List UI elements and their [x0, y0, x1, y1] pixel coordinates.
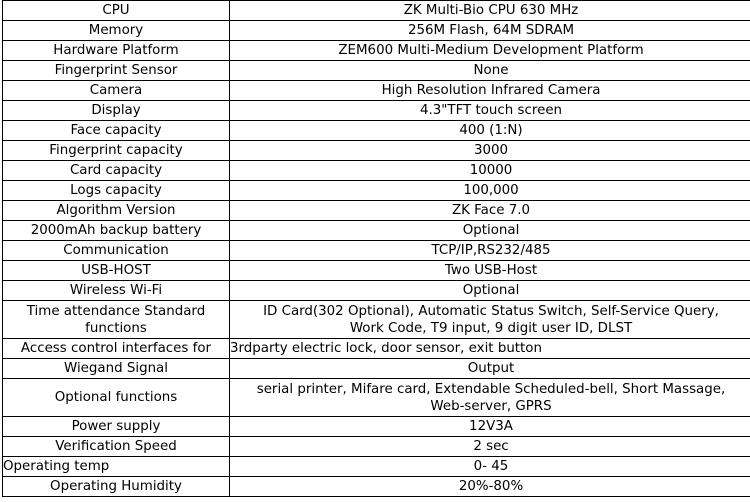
table-row: [3, 457, 750, 477]
spec-label-cpu: CPU: [3, 1, 230, 21]
table-row: [3, 61, 750, 81]
table-row: [3, 339, 750, 359]
spec-label-fingerprint-sensor: Fingerprint Sensor: [3, 61, 230, 81]
table-row: [3, 281, 750, 301]
spec-label-time-attendance: [3, 301, 230, 339]
table-row: [3, 379, 750, 417]
spec-label-algorithm-version: Algorithm Version: [3, 201, 230, 221]
table-row: [3, 81, 750, 101]
spec-value-backup-battery: Optional: [230, 221, 750, 241]
value-line: serial printer, Mifare card, Extendable Scheduled-bell, Short Massage,: [256, 381, 726, 397]
table-row: [3, 141, 750, 161]
spec-value-hardware-platform: ZEM600 Multi-Medium Development Platform: [230, 41, 750, 61]
value-line: ID Card(302 Optional), Automatic Status Switch, Self-Service Query,: [263, 303, 719, 319]
spec-value-usb-host: Two USB-Host: [230, 261, 750, 281]
spec-value-operating-temp: 0- 45: [230, 457, 750, 477]
table-row: [3, 437, 750, 457]
table-row: [3, 221, 750, 241]
spec-label-camera: Camera: [3, 81, 230, 101]
table-row: [3, 241, 750, 261]
spec-label-usb-host: USB-HOST: [3, 261, 230, 281]
table-row: [3, 477, 750, 497]
spec-label-wiegand-signal: Wiegand Signal: [3, 359, 230, 379]
table-row: [3, 261, 750, 281]
table-row: [3, 1, 750, 21]
spec-label-operating-humidity: Operating Humidity: [3, 477, 230, 497]
spec-value-operating-humidity: 20%-80%: [230, 477, 750, 497]
spec-label-face-capacity: Face capacity: [3, 121, 230, 141]
table-row: [3, 201, 750, 221]
table-row: [3, 41, 750, 61]
spec-value-optional-functions: [230, 379, 750, 417]
spec-value-access-control: 3rdparty electric lock, door sensor, exit button: [230, 339, 750, 359]
spec-value-logs-capacity: 100,000: [230, 181, 750, 201]
spec-label-memory: Memory: [3, 21, 230, 41]
spec-value-time-attendance: [230, 301, 750, 339]
label-line: Time attendance Standard: [26, 303, 206, 319]
spec-label-hardware-platform: Hardware Platform: [3, 41, 230, 61]
spec-value-wireless-wifi: Optional: [230, 281, 750, 301]
value-line: Work Code, T9 input, 9 digit user ID, DLST: [349, 320, 633, 336]
table-row: [3, 161, 750, 181]
spec-value-cpu: ZK Multi-Bio CPU 630 MHz: [230, 1, 750, 21]
spec-label-communication: Communication: [3, 241, 230, 261]
spec-value-display: 4.3"TFT touch screen: [230, 101, 750, 121]
spec-label-power-supply: Power supply: [3, 417, 230, 437]
table-row: [3, 301, 750, 339]
spec-label-fingerprint-capacity: Fingerprint capacity: [3, 141, 230, 161]
spec-label-access-control: Access control interfaces for: [3, 339, 230, 359]
spec-value-power-supply: 12V3A: [230, 417, 750, 437]
spec-label-backup-battery: 2000mAh backup battery: [3, 221, 230, 241]
table-row: [3, 21, 750, 41]
spec-value-fingerprint-capacity: 3000: [230, 141, 750, 161]
spec-label-verification-speed: Verification Speed: [3, 437, 230, 457]
spec-label-display: Display: [3, 101, 230, 121]
spec-label-card-capacity: Card capacity: [3, 161, 230, 181]
spec-table: [2, 0, 750, 497]
spec-value-fingerprint-sensor: None: [230, 61, 750, 81]
spec-value-verification-speed: 2 sec: [230, 437, 750, 457]
spec-value-algorithm-version: ZK Face 7.0: [230, 201, 750, 221]
spec-label-wireless-wifi: Wireless Wi-Fi: [3, 281, 230, 301]
table-row: [3, 101, 750, 121]
label-line: functions: [85, 320, 147, 336]
spec-label-optional-functions: Optional functions: [3, 379, 230, 417]
spec-label-logs-capacity: Logs capacity: [3, 181, 230, 201]
table-row: [3, 359, 750, 379]
table-row: [3, 121, 750, 141]
value-line: Web-server, GPRS: [430, 398, 552, 414]
spec-label-operating-temp: Operating temp: [3, 457, 230, 477]
spec-value-memory: 256M Flash, 64M SDRAM: [230, 21, 750, 41]
table-row: [3, 417, 750, 437]
table-row: [3, 181, 750, 201]
spec-value-face-capacity: 400 (1:N): [230, 121, 750, 141]
spec-value-card-capacity: 10000: [230, 161, 750, 181]
spec-value-camera: High Resolution Infrared Camera: [230, 81, 750, 101]
spec-value-wiegand-signal: Output: [230, 359, 750, 379]
spec-value-communication: TCP/IP,RS232/485: [230, 241, 750, 261]
